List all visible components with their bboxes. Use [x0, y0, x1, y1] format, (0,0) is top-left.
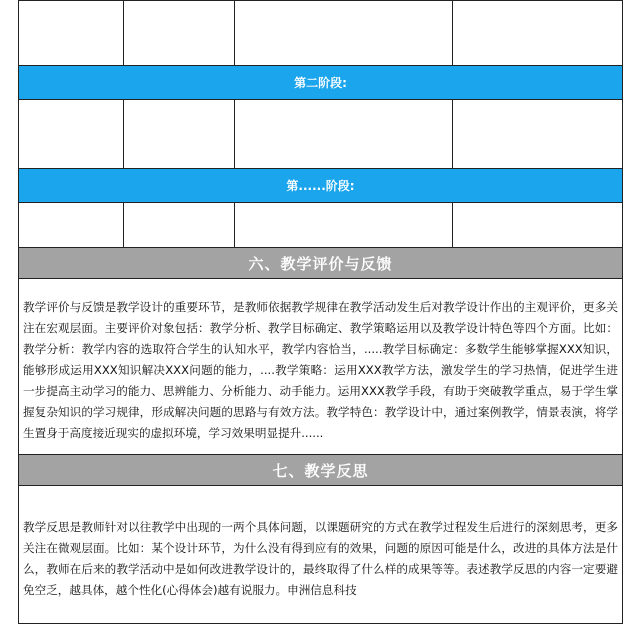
section-7-title: 七、教学反思: [19, 455, 623, 486]
table-cell: [453, 100, 623, 169]
table-row: [19, 1, 623, 66]
table-cell: [19, 100, 124, 169]
section-body-row: [19, 486, 623, 624]
table-cell: [19, 203, 124, 248]
section-header-row: [19, 248, 623, 279]
table-cell: [235, 1, 453, 66]
table-row: [19, 203, 623, 248]
table-cell: [235, 100, 453, 169]
section-7-body: 教学反思是教师针对以往教学中出现的一两个具体问题，以课题研究的方式在教学过程发生后进行的深刻思考，更多关注在微观层面。比如：某个设计环节，为什么没有得到应有的效果，问题的原因可能是什么，改进的具体方法是什么，教师在后来的教学活动中是如何改进教学设计的，最终取得了什么样的成果等等。表述教学反思的内容一定要避免空乏，越具体，越个性化(心得体会)越有说服力。申洲信息科技: [19, 486, 623, 624]
stage-2-title: 第二阶段:: [19, 66, 623, 100]
section-header-row: [19, 455, 623, 486]
table-cell: [124, 100, 235, 169]
table-cell: [453, 203, 623, 248]
section-body-row: [19, 279, 623, 455]
table-cell: [235, 203, 453, 248]
section-6-title: 六、教学评价与反馈: [19, 248, 623, 279]
table-row: [19, 100, 623, 169]
table-cell: [19, 1, 124, 66]
table-cell: [453, 1, 623, 66]
lesson-plan-table: [18, 0, 623, 624]
stage-etc-title: 第......阶段:: [19, 169, 623, 203]
stage-header-row: [19, 169, 623, 203]
table-cell: [124, 203, 235, 248]
stage-header-row: [19, 66, 623, 100]
table-cell: [124, 1, 235, 66]
section-6-body: 教学评价与反馈是教学设计的重要环节，是教师依据教学规律在教学活动发生后对教学设计作出的主观评价，更多关注在宏观层面。主要评价对象包括：教学分析、教学目标确定、教学策略运用以及教学设计特色等四个方面。比如：教学分析：教学内容的选取符合学生的认知水平，教学内容恰当，.....教学目标确定：多数学生能够掌握XXX知识，能够形成运用XXX知识解决XXX问题的能力，....教学策略：运用XXX教学方法，激发学生的学习热情，促进学生进一步提高主动学习的能力、思辨能力、分析能力、动手能力。运用XXX教学手段，有助于突破教学重点，易于学生掌握复杂知识的学习规律，形成解决问题的思路与有效方法。教学特色：教学设计中，通过案例教学，情景表演，将学生置身于高度接近现实的虚拟环境，学习效果明显提升......: [19, 279, 623, 455]
